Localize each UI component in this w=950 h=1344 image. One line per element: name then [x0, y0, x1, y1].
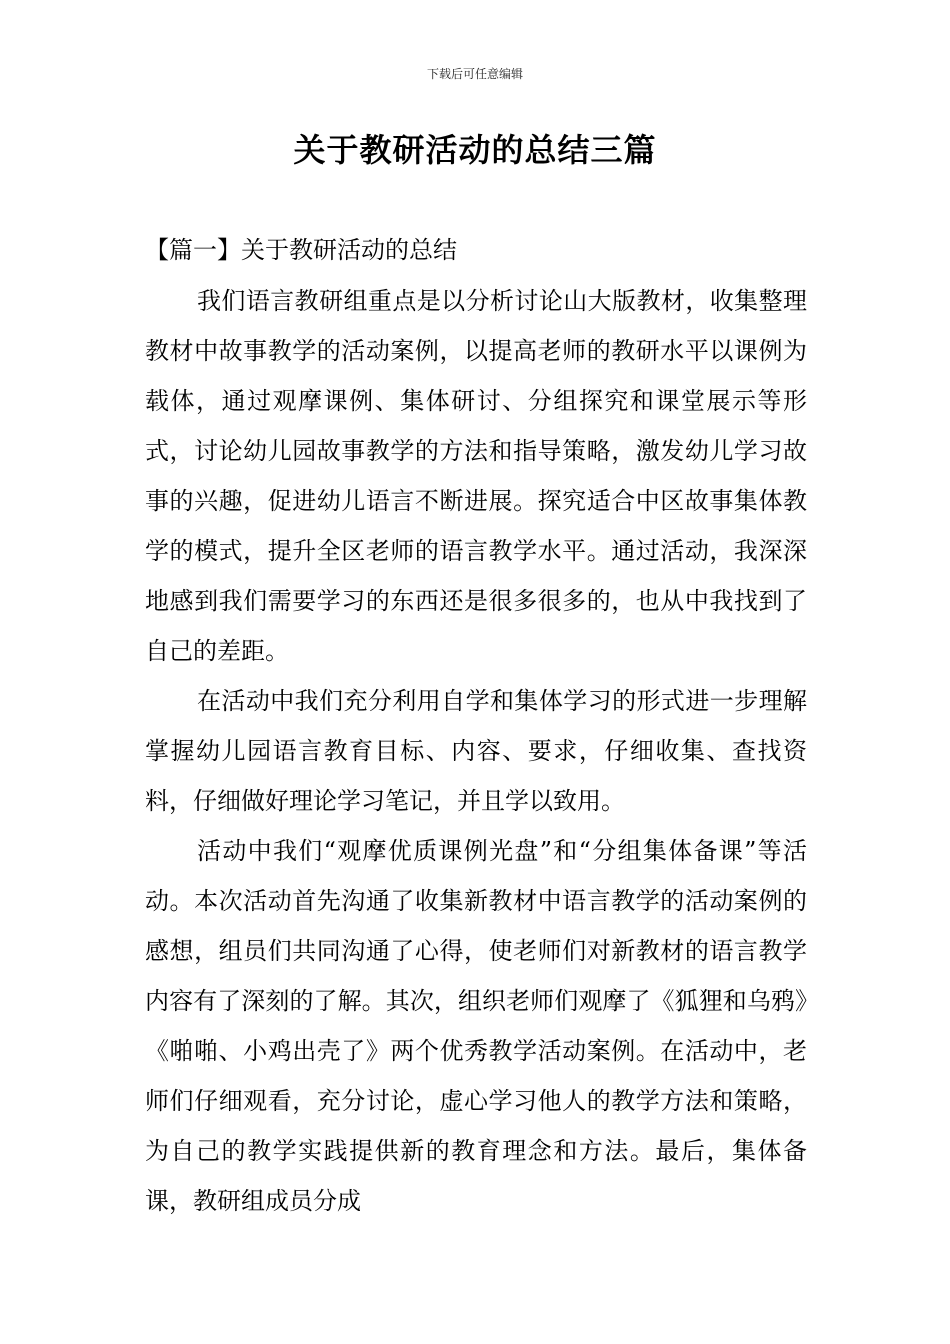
document-body [145, 276, 807, 1226]
document-title: 关于教研活动的总结三篇 [293, 131, 657, 169]
paragraph-2: 在活动中我们充分利用自学和集体学习的形式进一步理解掌握幼儿园语言教育目标、内容、要求，仔细收集、查找资料，仔细做好理论学习笔记，并且学以致用。 [145, 687, 807, 815]
paragraph-3: 活动中我们“观摩优质课例光盘”和“分组集体备课”等活动。本次活动首先沟通了收集新教材中语言教学的活动案例的感想，组员们共同沟通了心得，使老师们对新教材的语言教学内容有了深刻的了解。其次，组织老师们观摩了《狐狸和乌鸦》《啪啪、小鸡出壳了》两个优秀教学活动案例。在活动中，老师们仔细观看，充分讨论，虚心学习他人的教学方法和策略，为自己的教学实践提供新的教育理念和方法。最后，集体备课，教研组成员分成 [145, 837, 807, 1215]
section-heading: 【篇一】关于教研活动的总结 [145, 236, 457, 264]
header-note: 下载后可任意编辑 [426, 67, 523, 81]
paragraph-1: 我们语言教研组重点是以分析讨论山大版教材，收集整理教材中故事教学的活动案例，以提高老师的教研水平以课例为载体，通过观摩课例、集体研讨、分组探究和课堂展示等形式，讨论幼儿园故事教学的方法和指导策略，激发幼儿学习故事的兴趣，促进幼儿语言不断进展。探究适合中区故事集体教学的模式，提升全区老师的语言教学水平。通过活动，我深深地感到我们需要学习的东西还是很多很多的，也从中我找到了自己的差距。 [145, 287, 807, 665]
